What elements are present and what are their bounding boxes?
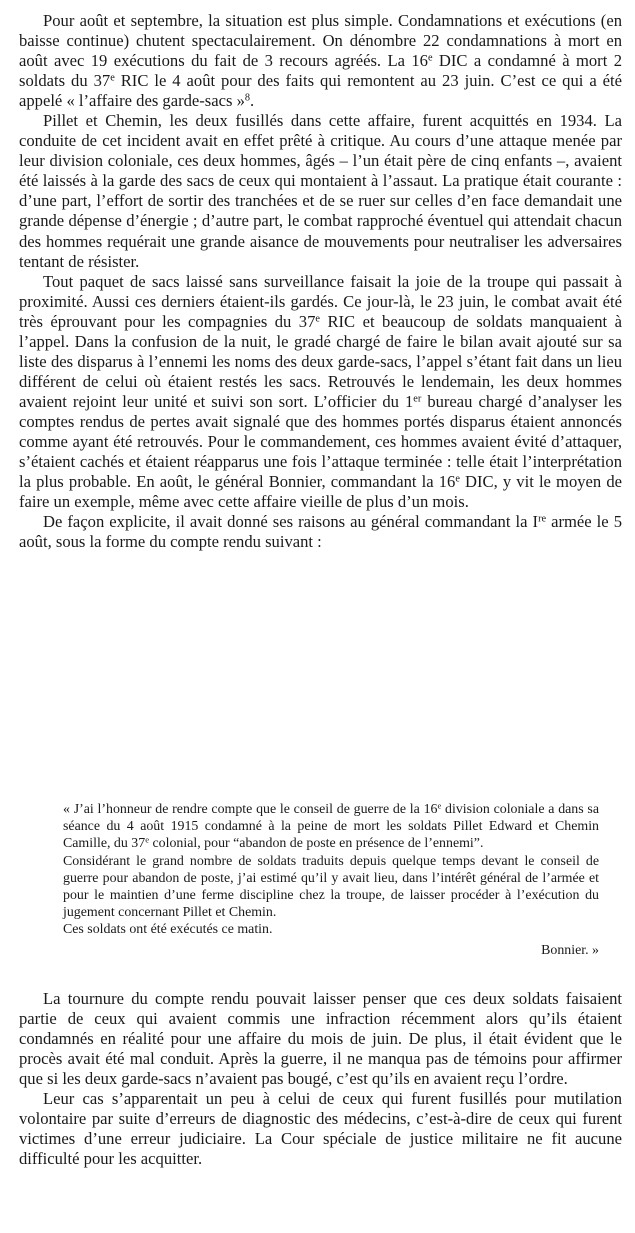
text-run: armée le 5 août, sous la forme du compte rendu suivant : <box>19 512 623 552</box>
body-text-top <box>19 11 622 552</box>
quote-paragraph-3 <box>63 921 599 938</box>
superscript: e <box>110 72 115 84</box>
superscript: er <box>413 393 422 405</box>
quote-paragraph-2 <box>63 853 599 922</box>
superscript: e <box>437 800 442 811</box>
text-run: Pour août et septembre, la situation est plus simple. Condamnations et exécutions (en baisse continue) chutent spectaculairement. On dénombre 22 condamnations à mort en août avec 19 exécutions du fait de 3 recours agréés. La 16 <box>19 11 622 71</box>
superscript: 8 <box>244 92 251 104</box>
paragraph-2 <box>19 111 622 271</box>
quote-paragraph-1 <box>63 801 599 853</box>
text-run: La tournure du compte rendu pouvait laisser penser que ces deux soldats faisaient partie de ceux qui avaient commis une infraction récemment alors qu’ils étaient condamnés en réalité pour une affaire du mois de juin. De plus, il était évident que le procès avait été mal conduit. Après la guerre, il ne manqua pas de témoins pour affirmer que si les deux garde-sacs n’avaient pas bougé, c’est qu’ils en avaient reçu l’ordre. <box>19 989 622 1089</box>
text-run: colonial, pour “abandon de poste en présence de l’ennemi”. <box>149 836 484 852</box>
signature: Bonnier. » <box>541 942 599 958</box>
superscript: e <box>455 473 460 485</box>
paragraph-6 <box>19 1089 622 1169</box>
text-run: De façon explicite, il avait donné ses raisons au général commandant la I <box>43 512 539 532</box>
superscript: re <box>538 513 547 525</box>
text-run: Tout paquet de sacs laissé sans surveillance faisait la joie de la troupe qui passait à proximité. Aussi ces derniers étaient-ils gardés. Ce jour-là, le 23 juin, le combat avait été très éprouvant pour les compagnies du 37 <box>19 271 622 331</box>
text-run: Leur cas s’apparentait un peu à celui de ceux qui furent fusillés pour mutilation volontaire par suite d’erreurs de diagnostic des médecins, c’est-à-dire de ceux qui furent victimes d’une erreur judiciaire. La Cour spéciale de justice militaire ne fit aucune difficulté pour les acquitter. <box>19 1089 622 1169</box>
text-run: Pillet et Chemin, les deux fusillés dans cette affaire, furent acquittés en 1934. La conduite de cet incident avait en effet prêté à critique. Au cours d’une attaque menée par leur division coloniale, ces deux hommes, âgés – l’un était père de cinq enfants –, avaient été laissés à la garde des sacs de ceux qui montaient à l’assaut. La pratique était courante : d’une part, l’effort de sortir des tranchées et de se ruer sur celles d’en face demandait une grande dépense d’énergie ; d’autre part, le combat rapproché éventuel qui attendait chacun des hommes requérait une grande aisance de mouvements pour neutraliser les adversaires tentant de résister. <box>19 111 622 271</box>
superscript: e <box>145 834 150 845</box>
text-run: DIC a condamné à mort 2 soldats du 37 <box>19 51 622 91</box>
text-run: . <box>250 91 255 111</box>
paragraph-5 <box>19 989 622 1089</box>
text-run: RIC et beaucoup de soldats manquaient à l’appel. Dans la confusion de la nuit, le gradé chargé de faire le bilan avait ajouté sur sa liste des disparus à l’ennemi les noms des deux garde-sacs, l’appel s’étant fait dans un lieu différent de celui où étaient restés les sacs. Retrouvés le lendemain, les deux hommes avaient rejoint leur unité et suivi son sort. L’officier du 1 <box>19 311 622 411</box>
text-run: « J’ai l’honneur de rendre compte que le conseil de guerre de la 16 <box>63 802 438 817</box>
superscript: e <box>427 52 433 64</box>
text-run: RIC le 4 août pour des faits qui remontent au 23 juin. C’est ce qui a été appelé « l’affaire des garde-sacs » <box>19 71 622 111</box>
body-text-bottom <box>19 989 622 1169</box>
paragraph-4 <box>19 512 622 552</box>
text-run: DIC, y vit le moyen de faire un exemple, même avec cette affaire vieille de plus d’un mois. <box>19 472 623 512</box>
paragraph-1 <box>19 11 622 111</box>
quoted-report <box>63 801 599 959</box>
text-run: Considérant le grand nombre de soldats traduits depuis quelque temps devant le conseil de guerre pour abandon de poste, j’ai estimé qu’il y avait lieu, dans l’intérêt général de l’armée et pour le maintien d’une ferme discipline chez la troupe, de laisser procéder à l’exécution du jugement concernant Pillet et Chemin. <box>63 853 599 921</box>
text-run: Ces soldats ont été exécutés ce matin. <box>63 922 273 938</box>
superscript: e <box>315 313 320 325</box>
paragraph-3 <box>19 272 622 513</box>
text-run: division coloniale a dans sa séance du 4 août 1915 condamné à la peine de mort les soldats Pillet Edward et Chemin Camille, du 37 <box>63 802 599 852</box>
text-run: bureau chargé d’analyser les comptes rendus de pertes avait signalé que des hommes portés disparus étaient annoncés comme ayant été retrouvés. Pour le commandement, ces hommes avaient évité d’attaquer, s’étaient cachés et étaient réapparus une fois l’attaque terminée : telle était l’interprétation la plus probable. En août, le général Bonnier, commandant la 16 <box>19 391 622 492</box>
